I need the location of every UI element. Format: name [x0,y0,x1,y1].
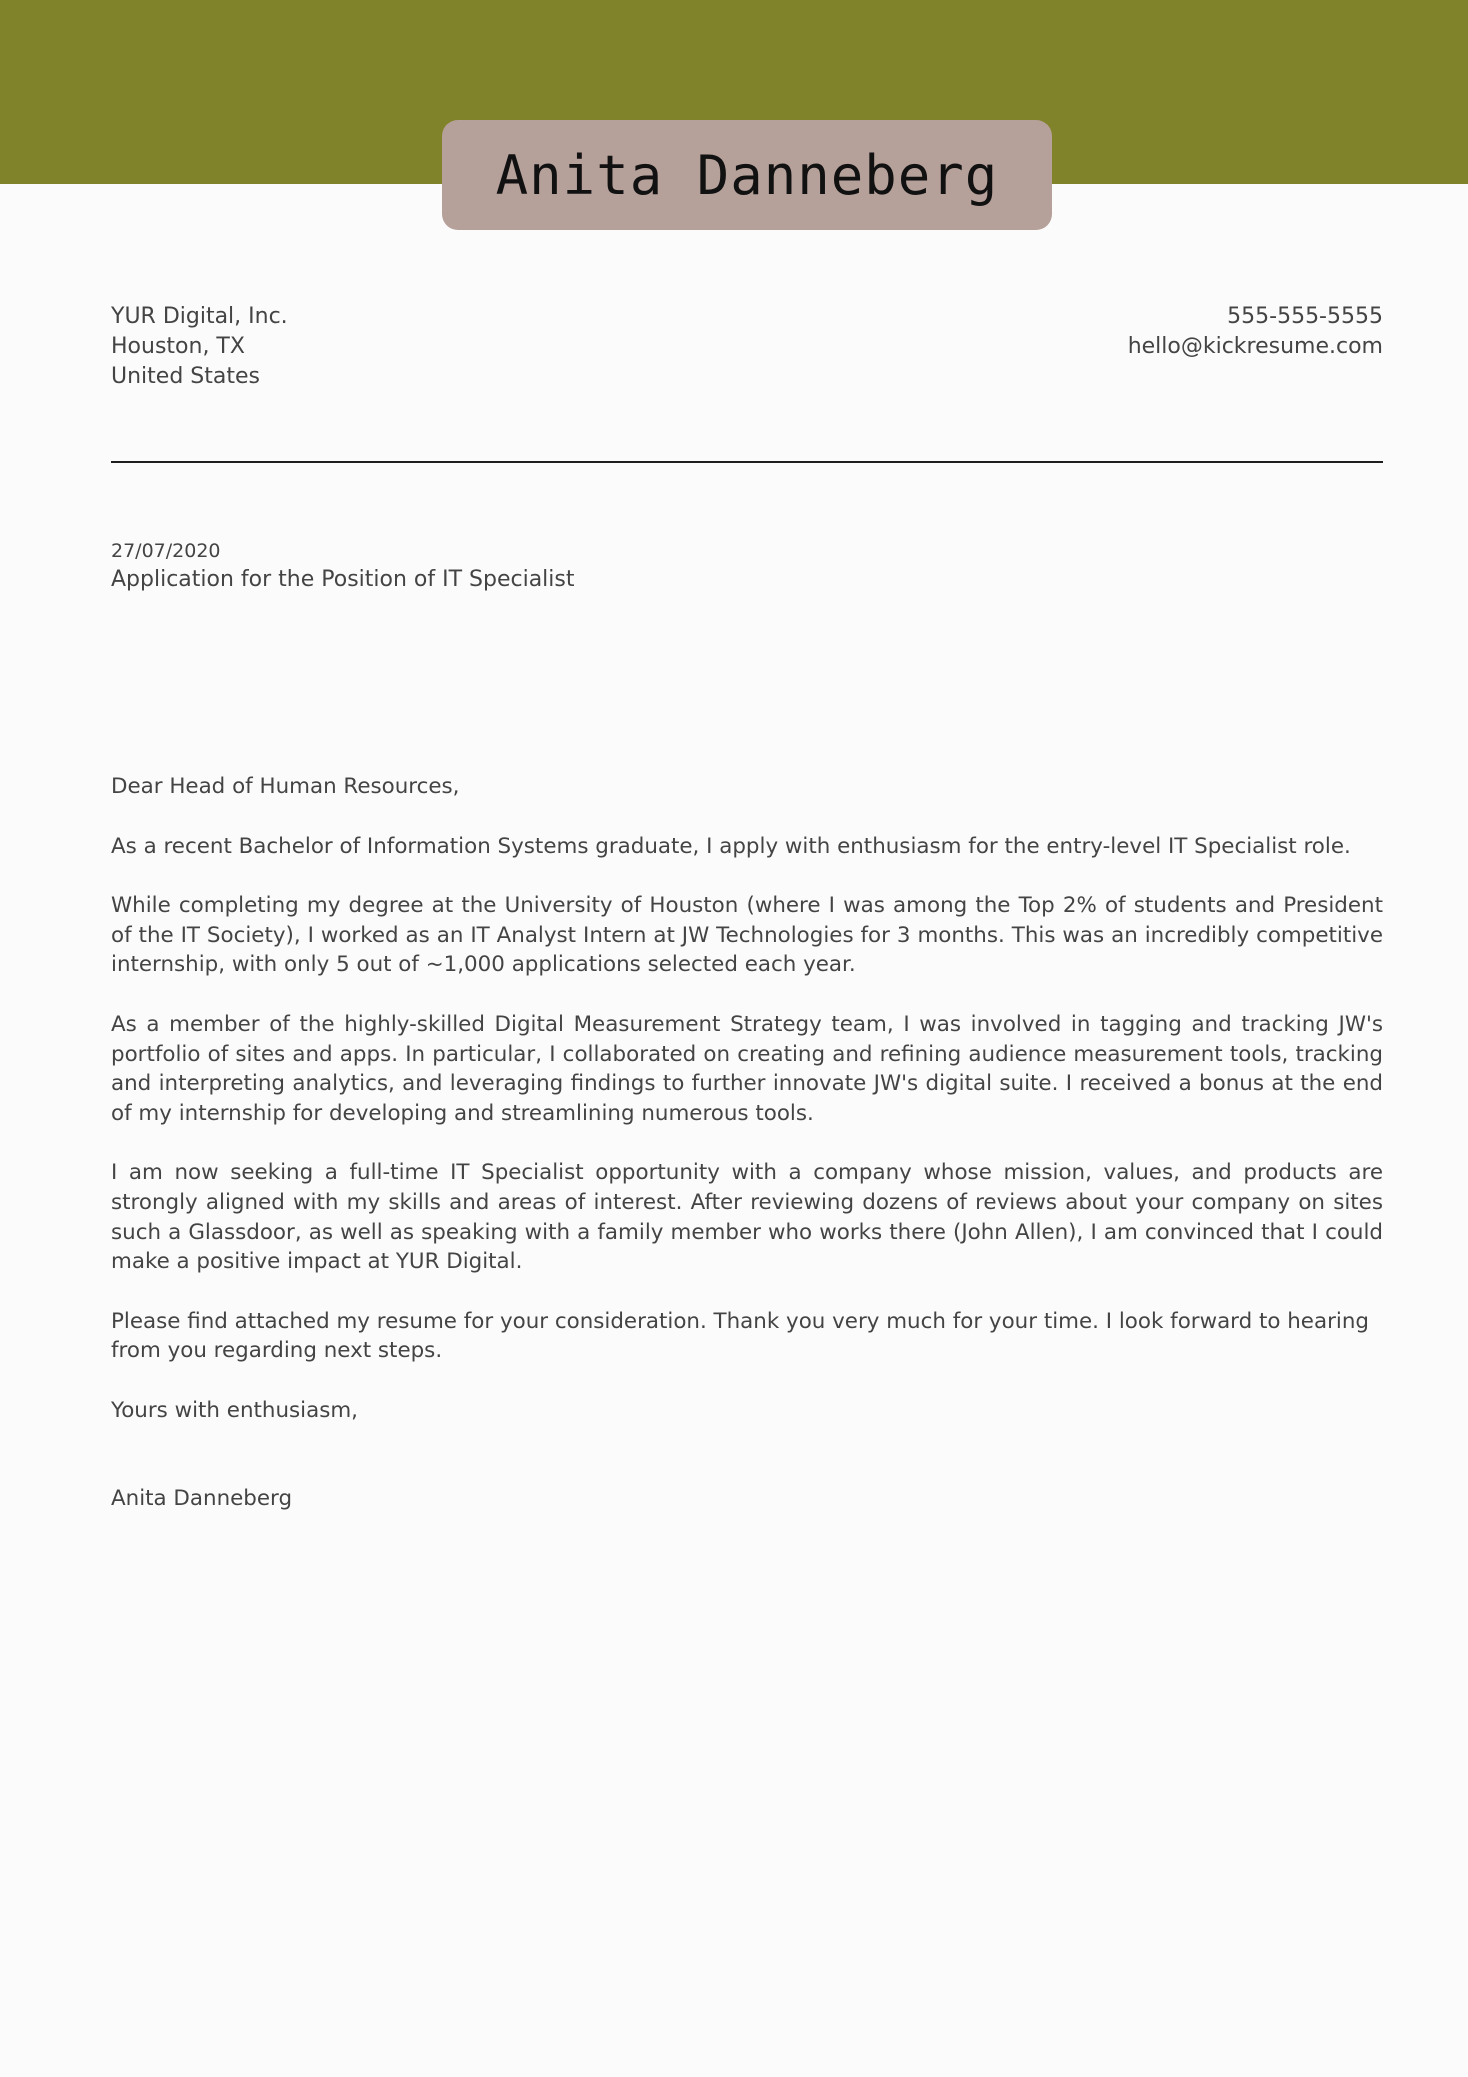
body-paragraph: As a recent Bachelor of Information Systems graduate, I apply with enthusiasm for the entry-level IT Specialist role. [111,833,1351,859]
body-paragraph: As a member of the highly-skilled Digital Measurement Strategy team, I was involved in tagging and tracking JW's portfolio of sites and apps. In particular, I collaborated on creating and refining audience measurement tools, tracking and interpreting analytics, and leveraging findings to further innovate JW's digital suite. I received a bonus at the end of my internship for developing and streamlining numerous tools. [111,1011,1383,1126]
body-paragraph: I am now seeking a full-time IT Specialist opportunity with a company whose mission, values, and products are strongly aligned with my skills and areas of interest. After reviewing dozens of reviews about your company on sites such a Glassdoor, as well as speaking with a family member who works there (John Allen), I am convinced that I could make a positive impact at YUR Digital. [111,1160,1383,1275]
closing: Yours with enthusiasm, [111,1397,358,1423]
body-paragraph: While completing my degree at the University of Houston (where I was among the Top 2% of students and President of the IT Society), I worked as an IT Analyst Intern at JW Technologies for 3 months. This was an incredibly competitive internship, with only 5 out of ~1,000 applications selected each year. [111,893,1383,978]
name-banner [442,120,1052,230]
salutation: Dear Head of Human Resources, [111,774,460,799]
applicant-name: Anita Danneberg [495,143,999,207]
body-paragraph: Please find attached my resume for your consideration. Thank you very much for your time. I look forward to hearing from you regarding next steps. [111,1308,1369,1364]
letter-date: 27/07/2020 [111,540,221,562]
recipient-country: United States [111,364,260,389]
phone-number: 555-555-5555 [1227,304,1383,329]
email-address: hello@kickresume.com [1127,334,1383,359]
recipient-address [111,302,288,392]
divider [111,461,1383,463]
sender-contact [1128,302,1383,362]
signature: Anita Danneberg [111,1485,293,1511]
letter-subject: Application for the Position of IT Specialist [111,567,575,592]
recipient-city: Houston, TX [111,334,245,359]
letter-body [111,772,1383,1513]
recipient-company: YUR Digital, Inc. [111,304,288,329]
